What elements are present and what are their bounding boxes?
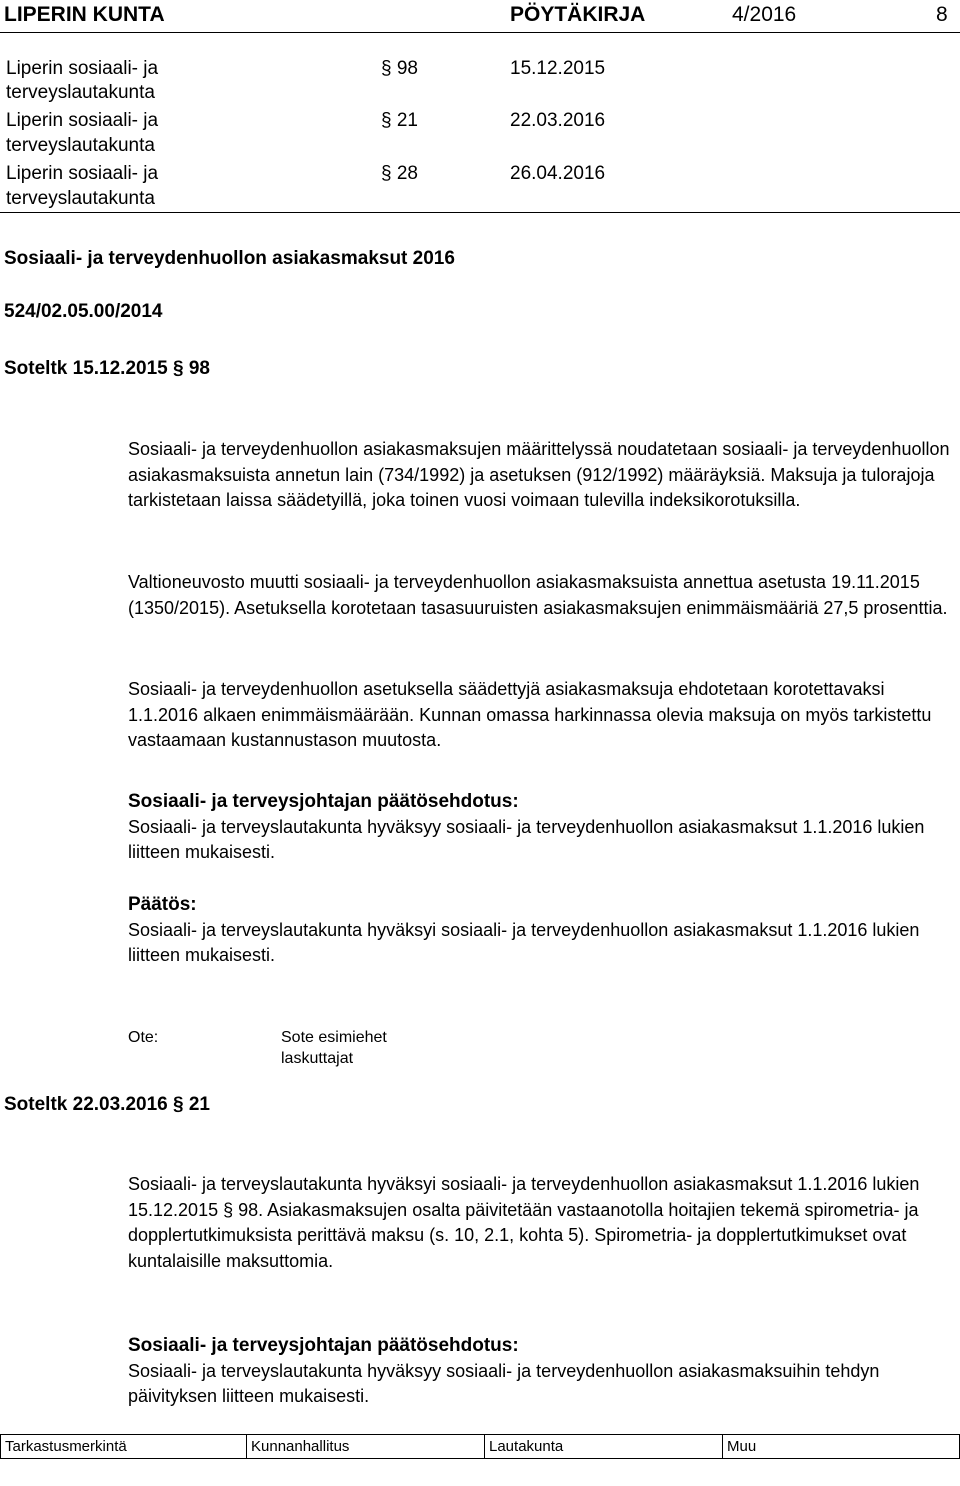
proposal-heading: Sosiaali- ja terveysjohtajan päätösehdotus: [128,1335,519,1356]
ote-recipient-1: Sote esimiehet [281,1029,387,1046]
section1-decision [128,892,958,969]
meeting-section-3: § 28 [381,163,418,184]
decision-text: Sosiaali- ja terveyslautakunta hyväksyi sosiaali- ja terveydenhuollon asiakasmaksut 1.1.2016 lukien liitteen mukaisesti. [128,919,920,965]
proposal-heading: Sosiaali- ja terveysjohtajan päätösehdotus: [128,791,519,812]
document-type: PÖYTÄKIRJA [510,3,646,26]
footer-table [0,1434,960,1459]
section1-label: Soteltk 15.12.2015 § 98 [4,358,210,379]
page-number: 8 [936,3,948,26]
paragraph-text: Valtioneuvosto muutti sosiaali- ja terveydenhuollon asiakasmaksuista annettua asetusta 19.11.2015 (1350/2015). Asetuksella korotetaan tasasuuruisten asiakasmaksujen enimmäismääriä 27,5 prosenttia. [128,572,948,618]
meetings-divider [0,212,960,213]
meeting-date-1: 15.12.2015 [510,58,606,79]
document-number: 4/2016 [732,3,797,26]
meeting-date-2: 22.03.2016 [510,110,606,131]
section2-label: Soteltk 22.03.2016 § 21 [4,1094,210,1115]
section1-proposal [128,789,958,866]
meeting-section-2: § 21 [381,110,418,131]
footer-col-lautakunta: Lautakunta [485,1435,723,1458]
paragraph-text: Sosiaali- ja terveyslautakunta hyväksyi sosiaali- ja terveydenhuollon asiakasmaksut 1.1.2016 lukien 15.12.2015 § 98. Asiakasmaksujen osalta päivitetään vastaanotolla hoitajien tekemä spirometria- ja dopplertutkimuksista perittävä maksu (s. 10, 2.1, kohta 5). Spirometria- ja dopplertutkimukset ovat kuntalaisille maksuttomia. [128,1174,920,1271]
ote-label: Ote: [128,1029,159,1046]
proposal-text: Sosiaali- ja terveyslautakunta hyväksyy sosiaali- ja terveydenhuollon asiakasmaksut 1.1.2016 lukien liitteen mukaisesti. [128,816,925,862]
ote-recipient-2: laskuttajat [281,1050,354,1067]
proposal-text: Sosiaali- ja terveyslautakunta hyväksyy sosiaali- ja terveydenhuollon asiakasmaksuihin tehdyn päivityksen liitteen mukaisesti. [128,1360,880,1406]
meeting-body-1-line1: Liperin sosiaali- ja [6,58,159,79]
footer-col-muu: Muu [727,1438,757,1455]
meeting-body-3-line1: Liperin sosiaali- ja [6,163,159,184]
meeting-body-3-line2: terveyslautakunta [6,188,155,209]
footer-col-kunnanhallitus: Kunnanhallitus [247,1435,485,1458]
document-title: Sosiaali- ja terveydenhuollon asiakasmaksut 2016 [4,248,455,269]
meeting-section-1: § 98 [381,58,418,79]
meeting-body-2-line1: Liperin sosiaali- ja [6,110,159,131]
section1-paragraph-1 [128,437,958,514]
decision-heading: Päätös: [128,894,197,915]
municipality-name: LIPERIN KUNTA [4,3,165,26]
paragraph-text: Sosiaali- ja terveydenhuollon asetuksella säädettyjä asiakasmaksuja ehdotetaan korotettavaksi 1.1.2016 alkaen enimmäismäärään. Kunnan omassa harkinnassa olevia maksuja on myös tarkistettu vastaamaan kustannustason muutosta. [128,679,932,750]
footer-col-tarkastusmerkinta: Tarkastusmerkintä [1,1435,247,1458]
paragraph-text: Sosiaali- ja terveydenhuollon asiakasmaksujen määrittelyssä noudatetaan sosiaali- ja terveydenhuollon asiakasmaksuista annetun lain (734/1992) ja asetuksen (912/1992) määräyksiä. Maksuja ja tulorajoja tarkistetaan laissa säädetyillä, joka toinen vuosi voimaan tulevilla indeksikorotuksilla. [128,439,950,510]
record-number: 524/02.05.00/2014 [4,301,163,322]
section2-paragraph [128,1172,958,1274]
header-divider [0,32,960,33]
section1-paragraph-2 [128,570,958,621]
meeting-body-2-line2: terveyslautakunta [6,135,155,156]
meeting-date-3: 26.04.2016 [510,163,606,184]
section2-proposal [128,1333,958,1410]
meeting-body-1-line2: terveyslautakunta [6,82,155,103]
section1-paragraph-3 [128,677,958,754]
